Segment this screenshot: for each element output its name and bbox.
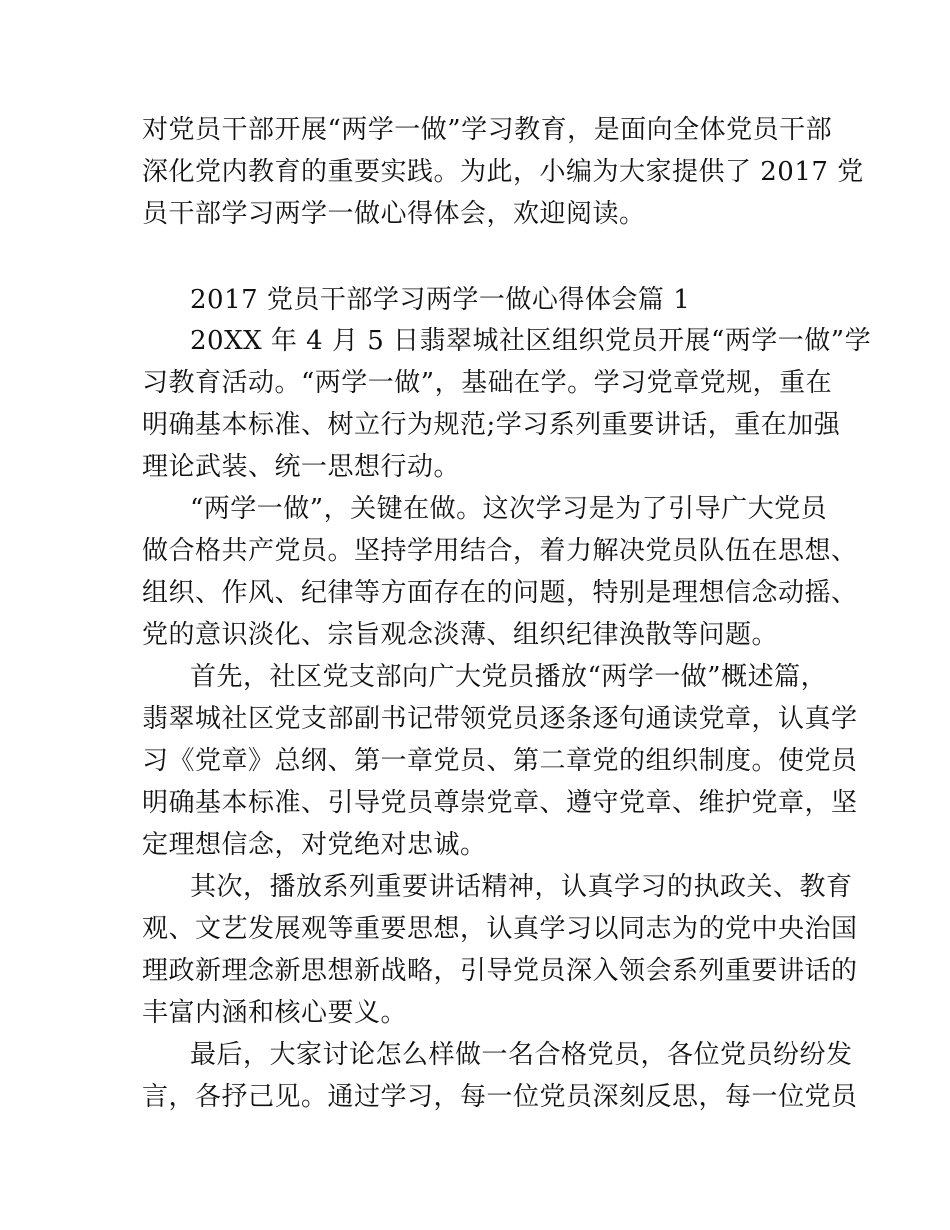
paragraph-line: 丰富内涵和核心要义。: [142, 998, 408, 1028]
paragraph-line: 做合格共产党员。坚持学用结合，着力解决党员队伍在思想、: [142, 536, 858, 566]
paragraph-line: 理论武装、统一思想行动。: [142, 452, 461, 482]
paragraph-line: 组织、作风、纪律等方面存在的问题，特别是理想信念动摇、: [142, 578, 858, 608]
intro-line: 员干部学习两学一做心得体会，欢迎阅读。: [142, 199, 646, 229]
paragraph-line: 20XX 年 4 月 5 日翡翠城社区组织党员开展“两学一做”学: [190, 326, 872, 356]
paragraph-line: 理政新理念新思想新战略，引导党员深入领会系列重要讲话的: [142, 956, 858, 986]
paragraph-line: 首先，社区党支部向广大党员播放“两学一做”概述篇，: [190, 662, 828, 692]
paragraph-line: 翡翠城社区党支部副书记带领党员逐条逐句通读党章，认真学: [142, 704, 858, 734]
paragraph-line: 言，各抒己见。通过学习，每一位党员深刻反思，每一位党员: [142, 1082, 858, 1112]
paragraph-line: 习《党章》总纲、第一章党员、第二章党的组织制度。使党员: [142, 746, 858, 776]
paragraph-line: 其次，播放系列重要讲话精神，认真学习的执政关、教育: [190, 872, 853, 902]
paragraph-line: 最后，大家讨论怎么样做一名合格党员，各位党员纷纷发: [190, 1040, 853, 1070]
section-title: 2017 党员干部学习两学一做心得体会篇 1: [190, 285, 691, 315]
intro-line: 对党员干部开展“两学一做”学习教育，是面向全体党员干部: [142, 115, 833, 145]
paragraph-line: 习教育活动。“两学一做”，基础在学。学习党章党规，重在: [142, 368, 833, 398]
paragraph-line: 明确基本标准、引导党员尊崇党章、遵守党章、维护党章，坚: [142, 788, 858, 818]
paragraph-line: 观、文艺发展观等重要思想，认真学习以同志为的党中央治国: [142, 914, 858, 944]
paragraph-line: 党的意识淡化、宗旨观念淡薄、组织纪律涣散等问题。: [142, 620, 779, 650]
intro-line: 深化党内教育的重要实践。为此，小编为大家提供了 2017 党: [142, 157, 864, 187]
paragraph-line: “两学一做”，关键在做。这次学习是为了引导广大党员: [190, 494, 828, 524]
paragraph-line: 明确基本标准、树立行为规范;学习系列重要讲话，重在加强: [142, 410, 841, 440]
paragraph-line: 定理想信念，对党绝对忠诚。: [142, 830, 487, 860]
